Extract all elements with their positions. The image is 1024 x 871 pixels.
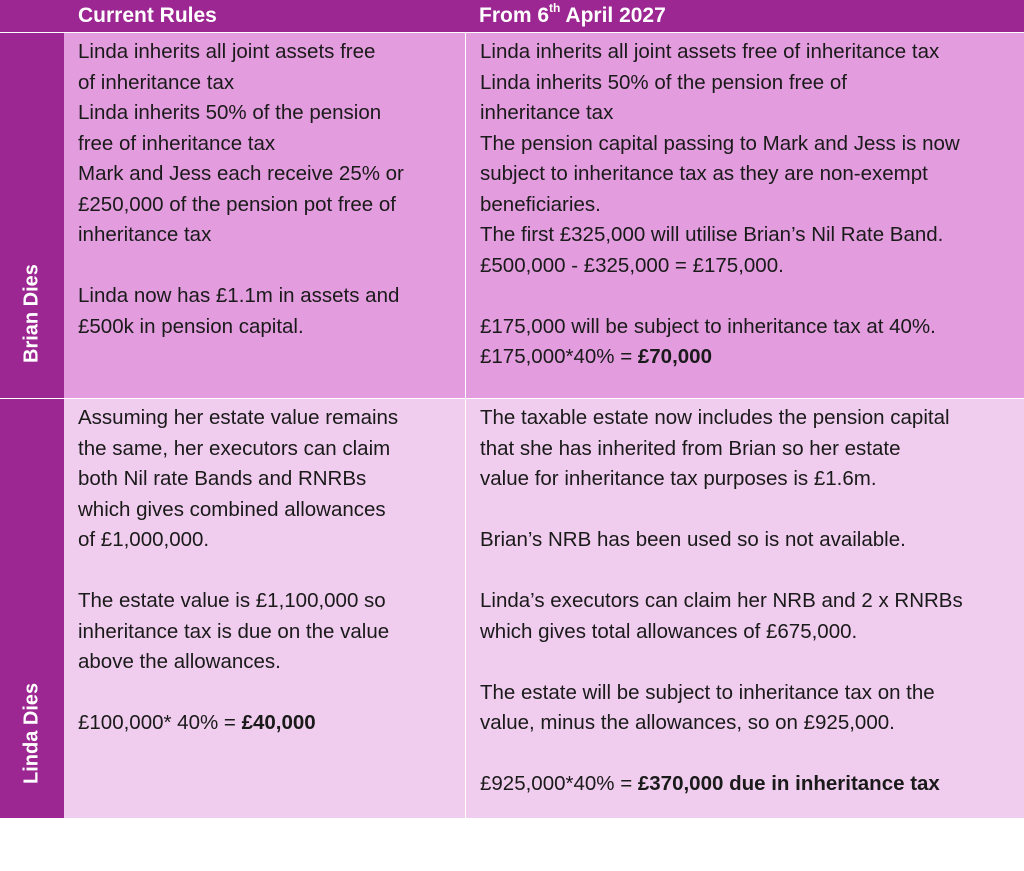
- text-line: £500,000 - £325,000 = £175,000.: [480, 253, 784, 277]
- text-line: above the allowances.: [78, 650, 281, 673]
- text-line: £250,000 of the pension pot free of: [78, 192, 397, 216]
- text-line: Linda’s executors can claim her NRB and 2 x RNRBs: [480, 589, 963, 612]
- header-future-prefix: From 6: [479, 4, 550, 27]
- blank-line: [480, 739, 1024, 770]
- text-line: Linda now has £1.1m in assets and: [78, 284, 400, 307]
- calculation-result: £370,000 due in inheritance tax: [637, 772, 940, 795]
- header-future-suffix: April 2027: [560, 4, 666, 27]
- text-line: of inheritance tax: [78, 70, 235, 94]
- calculation-prefix: £925,000*40% =: [480, 772, 638, 795]
- blank-line: [480, 647, 1024, 678]
- text-line: inheritance tax: [78, 223, 212, 246]
- calculation-line: [480, 342, 1024, 373]
- text-line: which gives total allowances of £675,000.: [480, 619, 858, 643]
- calculation-result: £40,000: [241, 711, 316, 734]
- brian-current-cell: [64, 32, 466, 398]
- brian-future-cell: [466, 32, 1024, 398]
- blank-line: [78, 678, 465, 709]
- text-line: Brian’s NRB has been used so is not available.: [480, 528, 906, 551]
- text-line: Linda inherits 50% of the pension free of: [480, 70, 847, 94]
- header-row: [0, 0, 1024, 32]
- text-line: The pension capital passing to Mark and Jess is now: [480, 131, 960, 155]
- text-line: Mark and Jess each receive 25% or: [78, 162, 404, 185]
- linda-current-cell: [64, 398, 466, 818]
- blank-line: [480, 556, 1024, 587]
- text-line: The estate will be subject to inheritance tax on the: [480, 680, 935, 704]
- linda-dies-label: Linda Dies: [20, 682, 43, 784]
- text-line: value, minus the allowances, so on £925,000.: [480, 711, 895, 734]
- blank-line: [480, 495, 1024, 526]
- header-from-april-2027: [479, 0, 666, 32]
- header-future-sup: th: [549, 1, 561, 15]
- row-label-brian: [0, 32, 64, 398]
- row-label-linda: [0, 398, 64, 818]
- text-line: The taxable estate now includes the pension capital: [480, 406, 950, 429]
- blank-line: [480, 281, 1024, 312]
- text-line: £500k in pension capital.: [78, 314, 304, 338]
- text-line: Assuming her estate value remains: [78, 406, 399, 429]
- text-line: Linda inherits all joint assets free of inheritance tax: [480, 40, 940, 63]
- linda-future-cell: [466, 398, 1024, 818]
- text-line: free of inheritance tax: [78, 131, 276, 155]
- text-line: inheritance tax is due on the value: [78, 619, 390, 643]
- text-line: both Nil rate Bands and RNRBs: [78, 467, 367, 490]
- calculation-line: [480, 769, 1024, 800]
- calculation-result: £70,000: [637, 345, 712, 368]
- blank-line: [78, 556, 465, 587]
- text-line: Linda inherits 50% of the pension: [78, 101, 382, 124]
- text-line: Linda inherits all joint assets free: [78, 40, 376, 63]
- text-line: The estate value is £1,100,000 so: [78, 589, 386, 612]
- text-line: inheritance tax: [480, 101, 614, 124]
- text-line: value for inheritance tax purposes is £1.6m.: [480, 467, 877, 490]
- text-line: £175,000 will be subject to inheritance tax at 40%.: [480, 314, 936, 338]
- calculation-line: [78, 708, 465, 739]
- text-line: of £1,000,000.: [78, 528, 210, 551]
- text-line: subject to inheritance tax as they are non-exempt: [480, 162, 928, 185]
- brian-dies-label: Brian Dies: [20, 264, 43, 363]
- calculation-prefix: £100,000* 40% =: [78, 711, 242, 734]
- text-line: The first £325,000 will utilise Brian’s Nil Rate Band.: [480, 223, 944, 246]
- text-line: the same, her executors can claim: [78, 436, 391, 460]
- header-current-rules: Current Rules: [78, 4, 217, 27]
- text-line: which gives combined allowances: [78, 497, 386, 521]
- blank-line: [78, 251, 465, 282]
- text-line: that she has inherited from Brian so her estate: [480, 436, 901, 460]
- text-line: beneficiaries.: [480, 192, 601, 216]
- calculation-prefix: £175,000*40% =: [480, 345, 638, 368]
